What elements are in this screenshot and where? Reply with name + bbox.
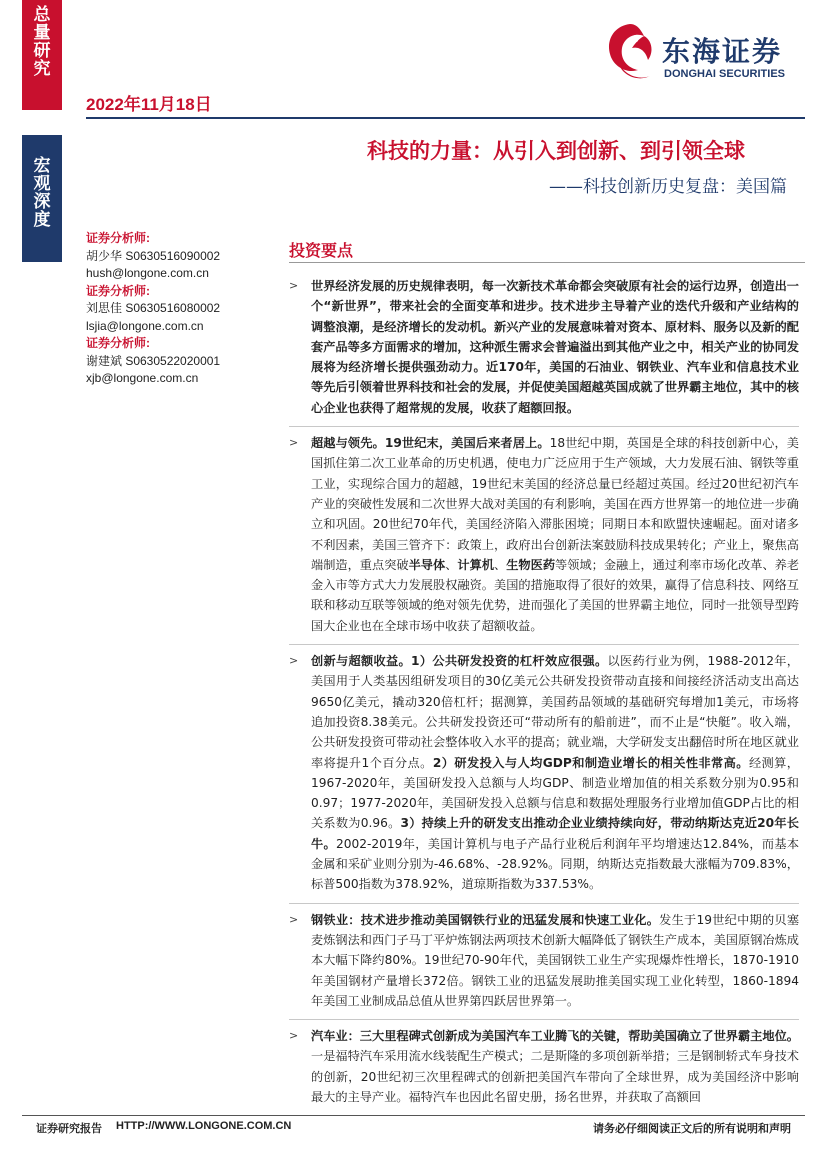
bullet-divider xyxy=(289,644,799,645)
logo-name-en: DONGHAI SECURITIES xyxy=(664,68,786,80)
chevron-right-icon: > xyxy=(289,279,299,292)
bullet-lead: 汽车业：三大里程碑式创新成为美国汽车工业腾飞的关键，帮助美国确立了世界霸主地位。 xyxy=(311,1029,799,1044)
bullet-emphasis: 2）研发投入与人均GDP和制造业增长的相关性非常高。 xyxy=(432,755,749,770)
analyst-email[interactable]: hush@longone.com.cn xyxy=(86,266,209,280)
tab-char: 深 xyxy=(33,192,51,212)
chevron-right-icon: > xyxy=(289,436,299,450)
analyst-label: 证券分析师: xyxy=(86,231,150,245)
footer-divider xyxy=(22,1115,805,1116)
footer-website-link[interactable]: HTTP://WWW.LONGONE.COM.CN xyxy=(116,1120,292,1132)
section-divider xyxy=(289,262,805,263)
bullet-item xyxy=(289,433,799,636)
bullet-text: 等领域；金融上，通过利率市场化改革、养老金入市等方式大力发展股权融资。美国的措施取得了很好的效果，赢得了信息科技、网络互联和移动互联等领域的绝对领先优势，进而强化了美国的世界霸主地位，同时一批领导型跨国大企业也在全球市场中收获了超额收益。 xyxy=(311,557,800,633)
bullet-text: 18世纪中期，英国是全球的科技创新中心，美国抓住第二次工业革命的历史机遇，使电力广泛应用于生产领域，大力发展石油、钢铁等重工业，实现综合国力的超越，19世纪末美国的经济总量已经超过英国。经过20世纪初汽车产业的突破性发展和二次世界大战对美国的有利影响，美国在西方世界第一的地位进一步确立和巩固。20世纪70年代，美国经济陷入滞胀困境；同期日本和欧盟快速崛起。面对诸多不利因素，美国三管齐下：政策上，政府出台创新法案鼓励科技成果转化；产业上，聚焦高端制造，重点突破 xyxy=(311,436,799,572)
tab-char: 研 xyxy=(33,41,51,61)
bullet-item xyxy=(289,651,799,895)
bullet-text: 、 xyxy=(494,557,507,572)
tab-char: 宏 xyxy=(33,156,51,176)
bullet-text: 发生于19世纪中期的贝塞麦炼钢法和西门子马丁平炉炼钢法两项技术创新大幅降低了钢铁生产成本，美国原钢冶炼成本大幅下降约80%。19世纪70-90年代，美国钢铁工业生产实现爆炸性增长，1870-1910年美国钢材产量增长372倍。钢铁工业的迅猛发展助推美国实现工业化转型，1860-1894年美国工业制成品总值从世界第四跃居世界第一。 xyxy=(311,912,800,1008)
tab-char: 究 xyxy=(33,59,51,79)
tab-char: 观 xyxy=(33,174,51,194)
analyst-label: 证券分析师: xyxy=(86,336,150,350)
analyst-email[interactable]: lsjia@longone.com.cn xyxy=(86,318,204,333)
bullet-lead: 超越与领先。19世纪末，美国后来者居上。 xyxy=(311,436,550,451)
analyst-email[interactable]: xjb@longone.com.cn xyxy=(86,371,199,385)
bullet-keyword: 计算机 xyxy=(457,557,495,572)
report-type-tab xyxy=(22,135,62,262)
tab-char: 度 xyxy=(33,210,51,230)
analyst-label: 证券分析师: xyxy=(86,283,150,298)
bullet-divider xyxy=(289,1019,799,1020)
analyst-list xyxy=(86,230,276,388)
bullet-text: 经测算，1967-2020年，美国研发投入总额与人均GDP、制造业增加值的相关系数分别为0.95和0.97；1977-2020年，美国研发投入总额与信息和数据处理服务行业增加值GDP占比的相关系数为0.96。 xyxy=(311,755,799,831)
report-title: 科技的力量：从引入到创新、到引领全球 xyxy=(367,139,745,163)
section-heading: 投资要点 xyxy=(289,241,354,260)
bullet-text: 世界经济发展的历史规律表明，每一次新技术革命都会突破原有社会的运行边界，创造出一个“新世界”，带来社会的全面变革和进步。技术进步主导着产业的迭代升级和产业结构的调整浪潮，是经济增长的发动机。新兴产业的发展意味着对资本、原材料、服务以及新的配套产品等多方面需求的增加，这种派生需求会普遍溢出到其他产业之中，相关产业的协同发展将为经济增长提供强劲动力。近170年，美国的石油业、钢铁业、汽车业和信息技术业等先后引领着世界科技和社会的发展，并促使美国超越英国成就了世界霸主地位，其中的核心企业也获得了超常规的发展，收获了超额回报。 xyxy=(311,279,799,415)
footer-disclaimer: 请务必仔细阅读正文后的所有说明和声明 xyxy=(593,1122,791,1135)
bullet-item xyxy=(289,276,799,418)
bullet-item xyxy=(289,910,799,1011)
report-subtitle: ——科技创新历史复盘：美国篇 xyxy=(549,177,787,197)
bullet-divider xyxy=(289,426,799,427)
company-logo xyxy=(600,18,800,88)
bullet-emphasis: 3）持续上升的研发支出推动企业业绩持续向好，带动纳斯达克近20年长牛。 xyxy=(311,816,799,851)
chevron-right-icon: > xyxy=(289,1029,299,1043)
bullet-item xyxy=(289,1026,799,1107)
bullet-keyword: 半导体 xyxy=(408,557,446,572)
report-category-tab xyxy=(22,0,62,110)
tab-char: 量 xyxy=(33,23,51,43)
report-date: 2022年11月18日 xyxy=(86,95,212,114)
bullet-text: 、 xyxy=(445,557,458,572)
bullet-text: 一是福特汽车采用流水线装配生产模式；二是斯隆的多项创新举措；三是钢制轿式车身技术的创新，20世纪初三次里程碑式的创新把美国汽车带向了全球世界，成为美国经济中影响最大的主导产业。福特汽车也因此名留史册，扬名世界，并获取了高额回 xyxy=(311,1049,799,1104)
tab-char: 总 xyxy=(33,5,51,25)
analyst-name: 胡少华 S0630516090002 xyxy=(86,248,221,263)
logo-name-cn: 东海证券 xyxy=(662,35,783,68)
bullet-divider xyxy=(289,903,799,904)
investment-highlights xyxy=(289,270,799,1107)
header-divider xyxy=(86,117,805,119)
bullet-lead: 创新与超额收益。1）公共研发投资的杠杆效应很强。 xyxy=(311,654,608,669)
bullet-lead: 钢铁业：技术进步推动美国钢铁行业的迅猛发展和快速工业化。 xyxy=(311,912,660,927)
analyst-name: 刘思佳 S0630516080002 xyxy=(86,301,221,315)
bullet-keyword: 生物医药 xyxy=(506,557,556,572)
footer-label: 证券研究报告 xyxy=(36,1122,102,1135)
bullet-text: 2002-2019年，美国计算机与电子产品行业税后利润年平均增速达12.84%，而基本金属和采矿业则分别为-46.68%、-28.92%。同期，纳斯达克指数最大涨幅为709.83%，标普500指数为378.92%，道琼斯指数为337.53%。 xyxy=(311,836,800,892)
analyst-name: 谢建斌 S0630522020001 xyxy=(86,353,221,368)
phoenix-logo-icon xyxy=(600,18,660,86)
chevron-right-icon: > xyxy=(289,654,299,668)
bullet-text: 以医药行业为例，1988-2012年，美国用于人类基因组研发项目的30亿美元公共研发投资带动直接和间接经济活动支出高达9650亿美元，撬动320倍杠杆；据测算，美国药品领域的基础研究每增加1美元，市场将追加投资8.38美元。公共研发投资还可“带动所有的船前进”，而不止是“快艇”。收入端，公共研发投资可带动社会整体收入水平的提高；就业端，大学研发支出翻倍时所在地区就业率将提升1个百分点。 xyxy=(311,654,799,770)
chevron-right-icon: > xyxy=(289,912,299,926)
